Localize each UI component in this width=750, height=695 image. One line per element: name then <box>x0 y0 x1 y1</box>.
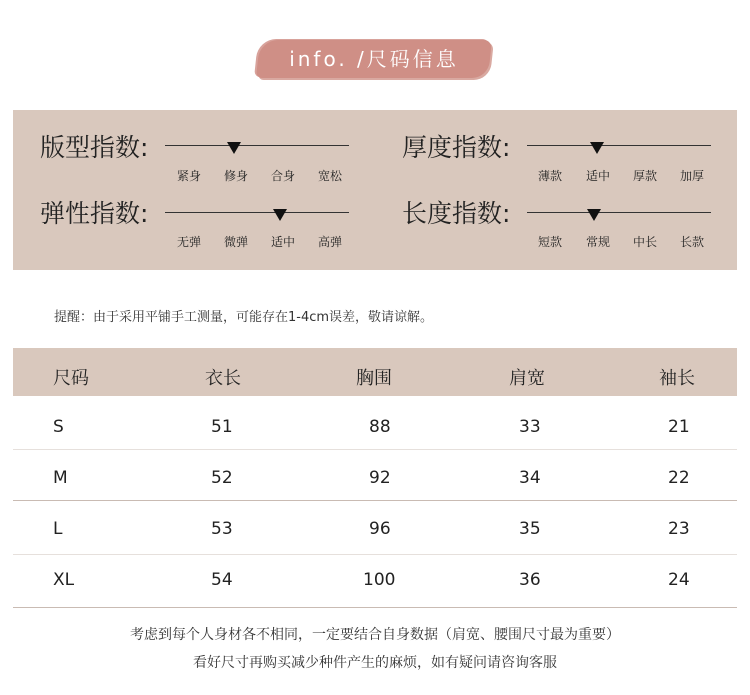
thickness-option: 适中 <box>585 169 610 183</box>
elasticity-index-scale <box>165 212 349 213</box>
length-option: 长款 <box>679 235 704 249</box>
thickness-option: 加厚 <box>679 169 704 183</box>
cell-size: L <box>53 519 63 539</box>
elasticity-option: 微弹 <box>223 235 248 249</box>
fit-index-marker <box>227 142 241 154</box>
section-title-banner <box>258 40 490 78</box>
fit-index-scale <box>165 145 349 146</box>
cell-chest: 100 <box>363 570 396 590</box>
cell-size: M <box>53 468 68 488</box>
cell-sleeve: 22 <box>668 468 690 488</box>
footer-note-line-2: 看好尺寸再购买减少种件产生的麻烦，如有疑问请咨询客服 <box>193 655 557 671</box>
cell-sleeve: 24 <box>668 570 690 590</box>
thickness-index-scale <box>527 145 711 146</box>
fit-option: 合身 <box>270 169 295 183</box>
row-divider <box>13 449 737 450</box>
cell-length: 52 <box>211 468 233 488</box>
elasticity-option: 无弹 <box>176 235 201 249</box>
section-title: info. /尺码信息 <box>289 47 459 71</box>
length-index-scale <box>527 212 711 213</box>
fit-option: 宽松 <box>317 169 342 183</box>
elasticity-option: 适中 <box>270 235 295 249</box>
length-option: 中长 <box>632 235 657 249</box>
cell-size: XL <box>53 570 75 590</box>
thickness-option: 薄款 <box>537 169 562 183</box>
fit-option: 修身 <box>223 169 248 183</box>
measurement-note: 提醒：由于采用平铺手工测量，可能存在1-4cm误差，敬请谅解。 <box>54 310 434 325</box>
cell-shoulder: 34 <box>519 468 541 488</box>
cell-shoulder: 36 <box>519 570 541 590</box>
thickness-index-label: 厚度指数: <box>402 133 511 162</box>
cell-shoulder: 33 <box>519 417 541 437</box>
length-index-marker <box>587 209 601 221</box>
table-bottom-border <box>13 607 737 608</box>
elasticity-index-label: 弹性指数: <box>40 199 149 228</box>
header-sleeve: 袖长 <box>659 368 695 389</box>
cell-chest: 92 <box>369 468 391 488</box>
cell-shoulder: 35 <box>519 519 541 539</box>
fit-index-label: 版型指数: <box>40 133 149 162</box>
header-shoulder: 肩宽 <box>509 368 545 389</box>
cell-chest: 96 <box>369 519 391 539</box>
cell-length: 51 <box>211 417 233 437</box>
elasticity-index-marker <box>273 209 287 221</box>
cell-size: S <box>53 417 64 437</box>
row-divider <box>13 554 737 555</box>
thickness-option: 厚款 <box>632 169 657 183</box>
length-option: 短款 <box>537 235 562 249</box>
header-size: 尺码 <box>53 368 89 389</box>
length-index-label: 长度指数: <box>402 199 511 228</box>
length-option: 常规 <box>585 235 610 249</box>
thickness-index-marker <box>590 142 604 154</box>
cell-length: 53 <box>211 519 233 539</box>
size-table-header <box>13 348 737 396</box>
fit-index-panel <box>13 110 737 270</box>
row-divider <box>13 500 737 501</box>
cell-chest: 88 <box>369 417 391 437</box>
cell-sleeve: 21 <box>668 417 690 437</box>
footer-note-line-1: 考虑到每个人身材各不相同，一定要结合自身数据（肩宽、腰围尺寸最为重要） <box>130 627 620 643</box>
cell-length: 54 <box>211 570 233 590</box>
header-chest: 胸围 <box>356 368 392 389</box>
fit-option: 紧身 <box>176 169 201 183</box>
elasticity-option: 高弹 <box>317 235 342 249</box>
header-length: 衣长 <box>205 368 241 389</box>
cell-sleeve: 23 <box>668 519 690 539</box>
